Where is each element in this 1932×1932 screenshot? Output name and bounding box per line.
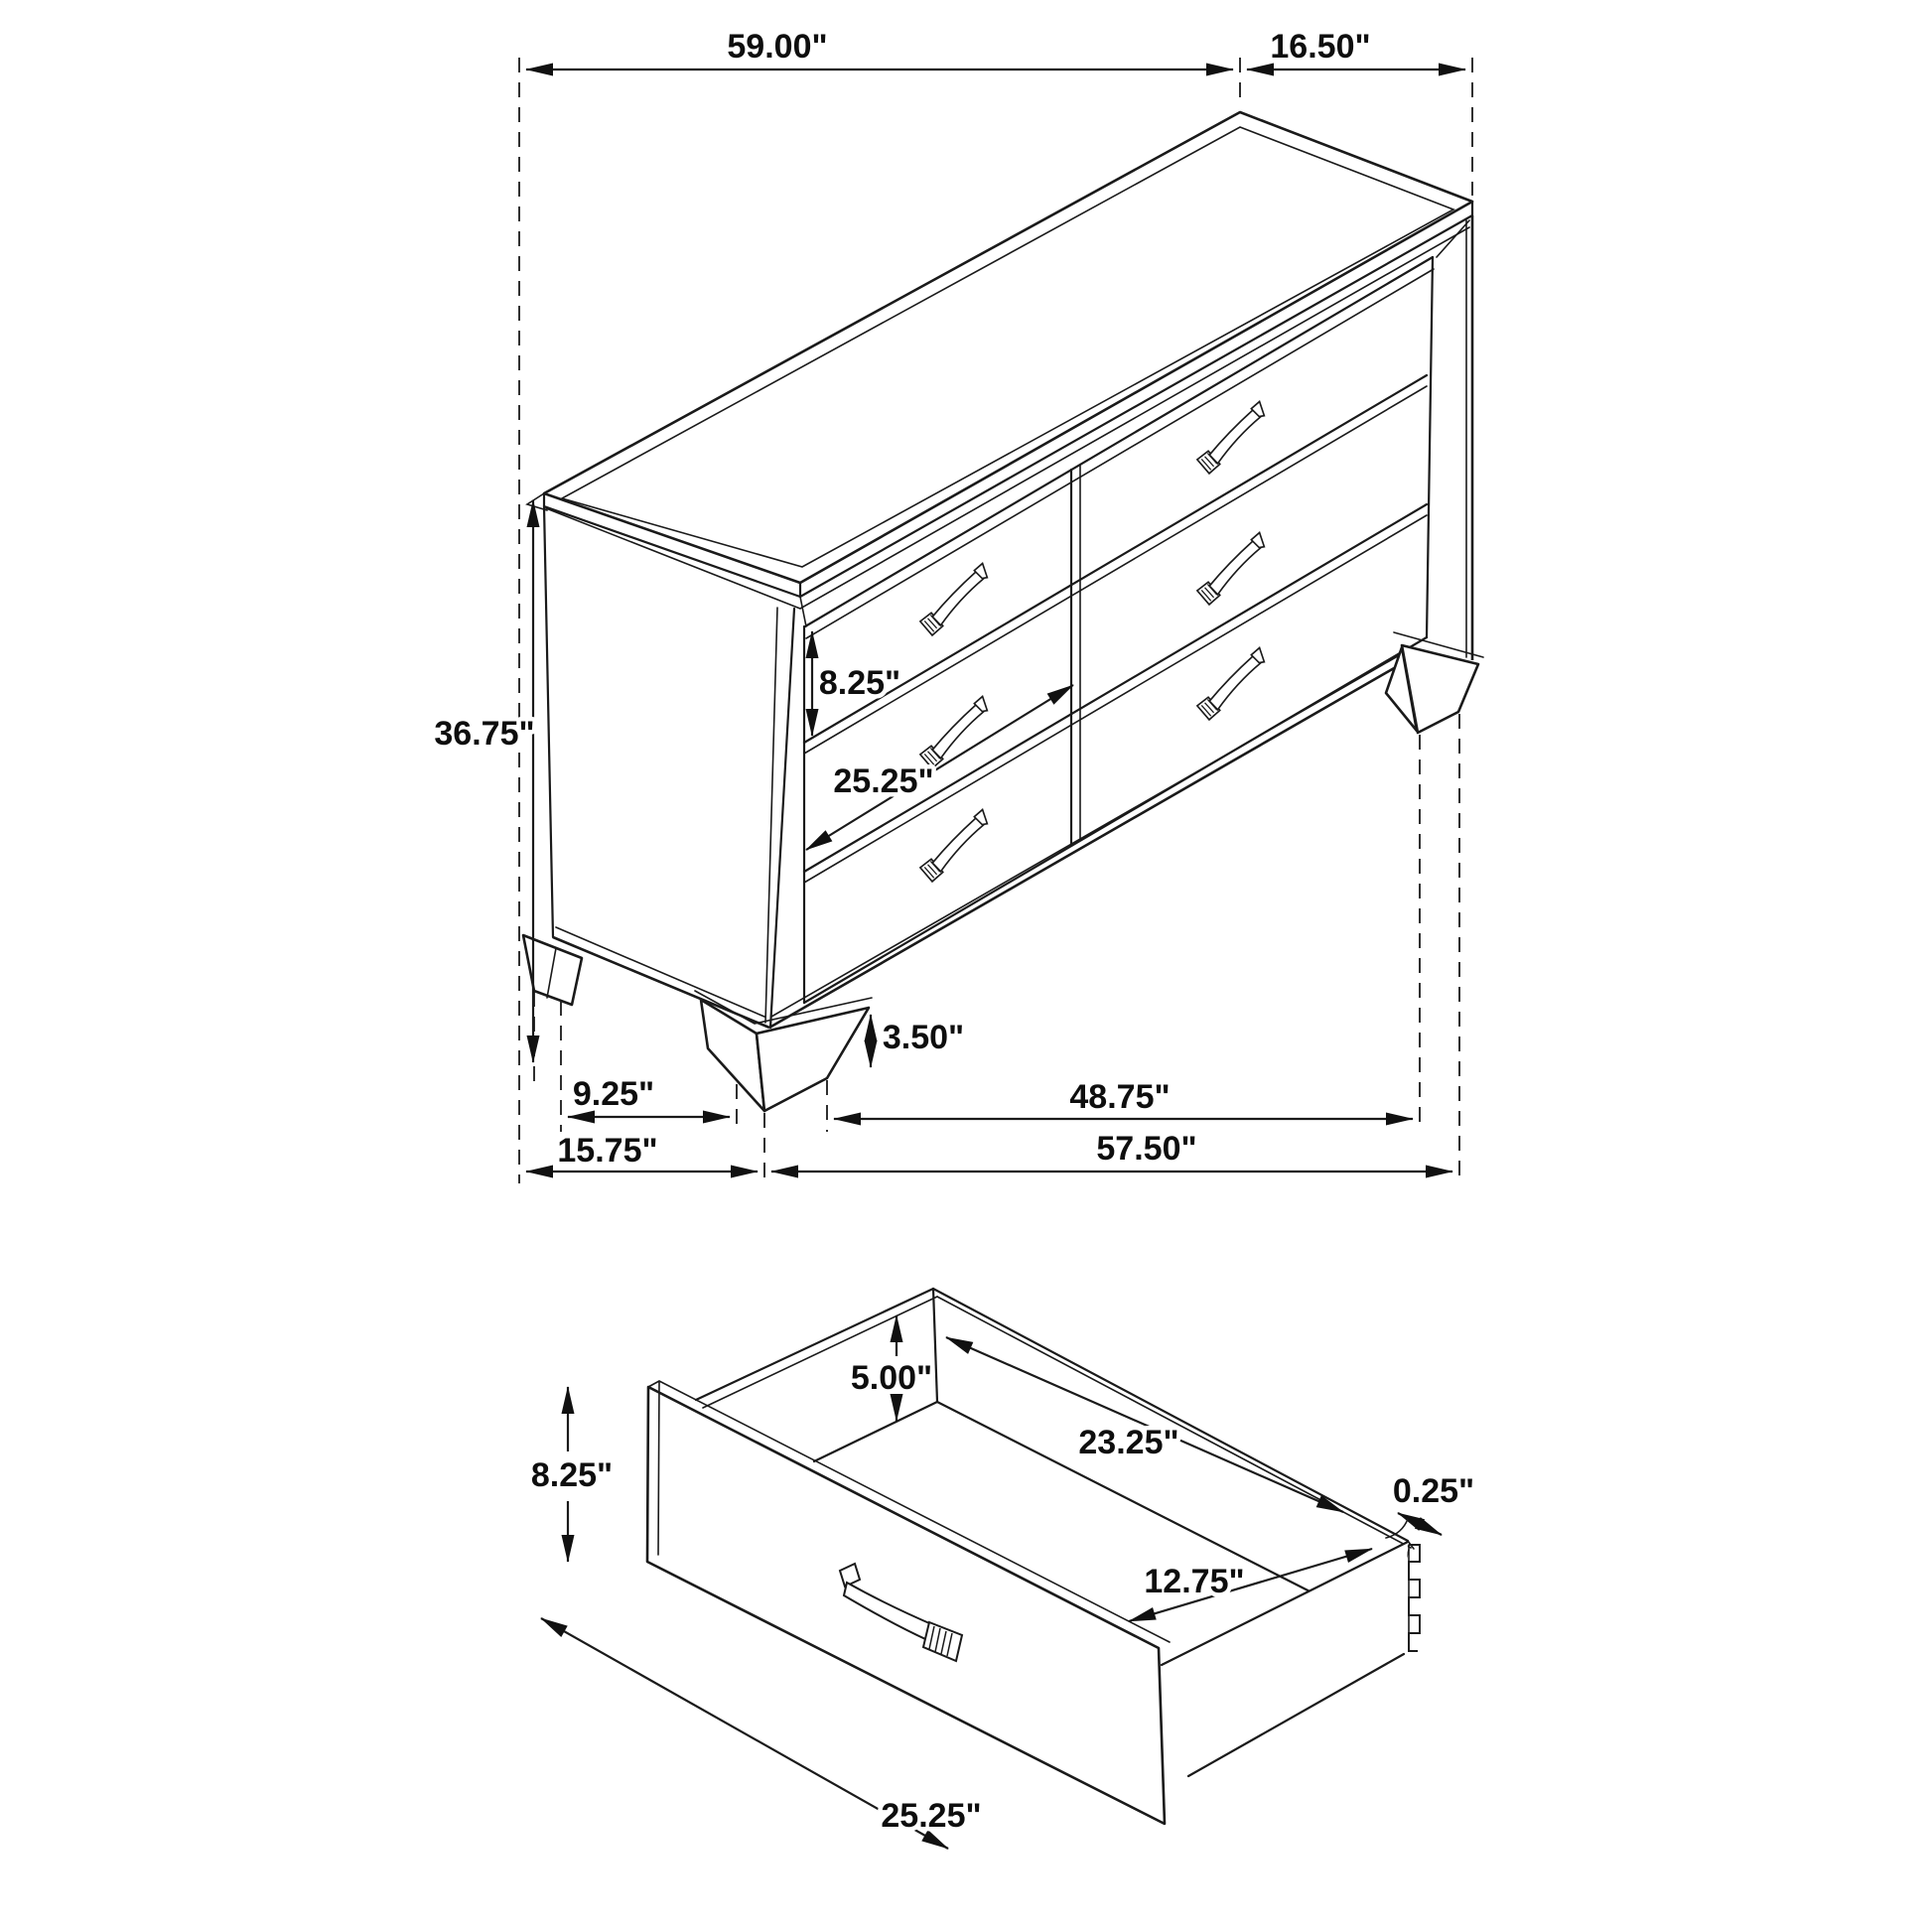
- dim-label-height: 36.75": [434, 715, 535, 753]
- dresser-feet: [523, 632, 1483, 1111]
- dim-label-drawer-back-height: 5.00": [850, 1359, 933, 1397]
- handle-icon: [909, 563, 1001, 636]
- dim-label-foot-spacing: 9.25": [572, 1075, 655, 1113]
- dim-label-drawer-front-width: 25.25": [881, 1797, 982, 1835]
- dim-label-drawer-interior-depth: 23.25": [1078, 1424, 1179, 1461]
- dim-panel-thickness: [1398, 1513, 1442, 1535]
- dim-label-drawer-height: 8.25": [818, 664, 901, 702]
- dim-label-drawer-front-height: 8.25": [530, 1456, 614, 1494]
- dovetail-joint: [1409, 1545, 1420, 1651]
- handle-icon: [1186, 401, 1278, 475]
- dim-label-panel-thickness: 0.25": [1392, 1472, 1475, 1510]
- dim-label-base-depth: 15.75": [557, 1132, 658, 1170]
- dresser-figure: [434, 28, 1483, 1185]
- dim-label-drawer-width: 25.25": [833, 762, 934, 800]
- dim-label-top-width: 59.00": [727, 28, 828, 66]
- handle-icon: [909, 696, 1001, 769]
- dresser-side-panel: [544, 506, 794, 1028]
- dim-label-foot-height: 3.50": [882, 1019, 965, 1056]
- drawer-figure: [531, 1289, 1474, 1849]
- dresser-top-face: [527, 112, 1472, 626]
- handle-icon: [909, 809, 1001, 883]
- front-center-foot: [701, 1000, 764, 1111]
- dim-label-drawer-interior-width: 12.75": [1144, 1563, 1245, 1600]
- dim-label-feet-span: 48.75": [1069, 1078, 1171, 1116]
- handle-icon: [1186, 532, 1278, 606]
- dim-label-top-depth: 16.50": [1270, 28, 1371, 66]
- handle-icon: [1186, 647, 1278, 721]
- dim-label-base-width: 57.50": [1096, 1130, 1197, 1168]
